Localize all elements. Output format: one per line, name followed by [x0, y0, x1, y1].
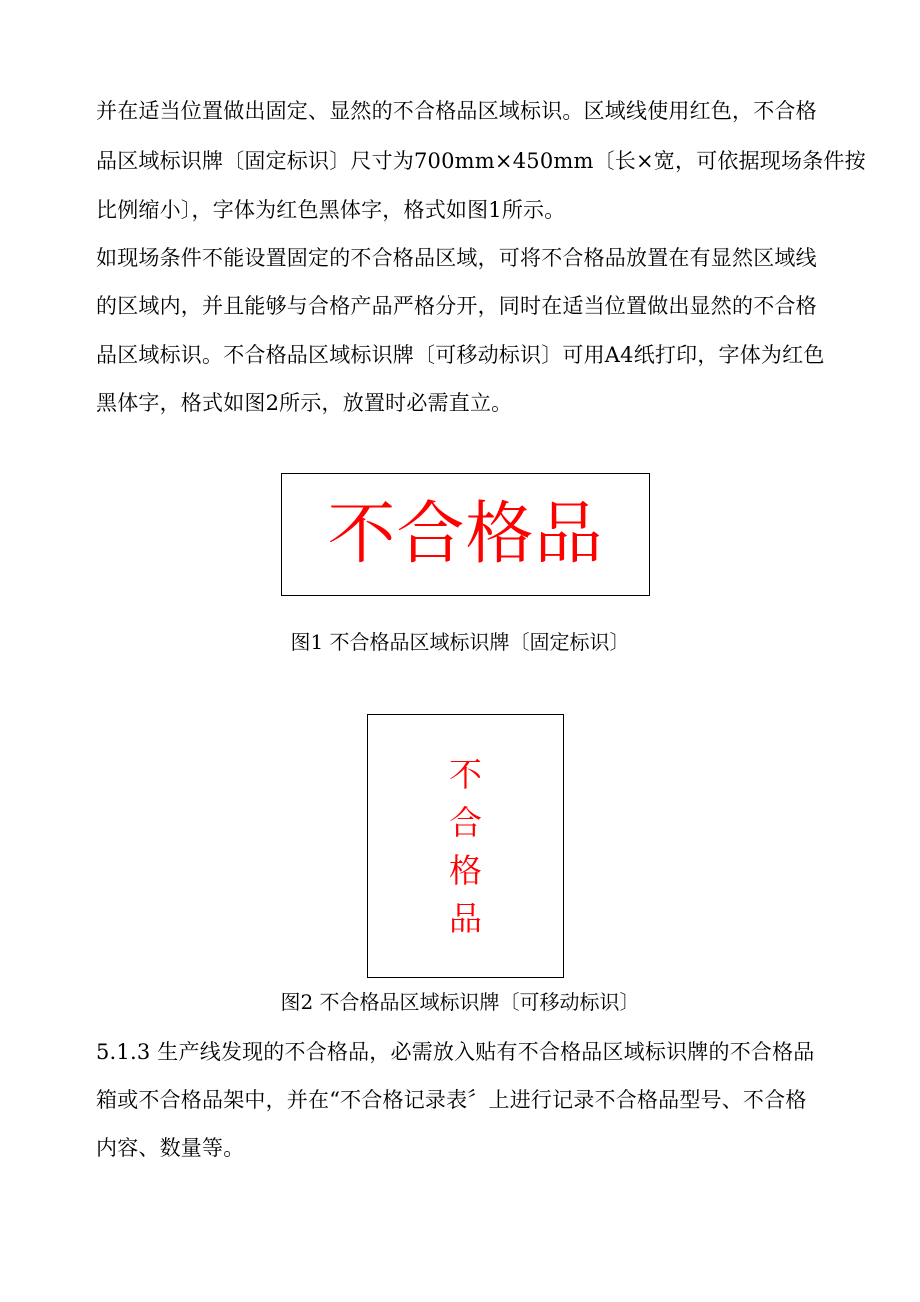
movable-sign-char: 格: [449, 851, 482, 890]
paragraph-line: 内容、数量等。: [96, 1136, 245, 1160]
fixed-sign-text: 不合格品: [327, 494, 604, 574]
paragraph-line: 并在适当位置做出固定、显然的不合格品区域标识。区域线使用红色，不合格: [96, 99, 817, 123]
figure-2-caption: 图2 不合格品区域标识牌〔可移动标识〕: [280, 990, 640, 1014]
movable-sign-char: 品: [449, 899, 482, 938]
paragraph-line: 5.1.3 生产线发现的不合格品，必需放入贴有不合格品区域标识牌的不合格品: [96, 1040, 815, 1064]
movable-sign-figure: [367, 714, 564, 978]
figure-1-caption: 图1 不合格品区域标识牌〔固定标识〕: [290, 630, 630, 654]
paragraph-line: 箱或不合格品架中，并在“不合格记录表〞上进行记录不合格品型号、不合格: [96, 1088, 807, 1112]
paragraph-line: 比例缩小〕，字体为红色黑体字，格式如图1所示。: [96, 198, 566, 222]
paragraph-line: 如现场条件不能设置固定的不合格品区域，可将不合格品放置在有显然区域线: [96, 246, 817, 270]
paragraph-line: 黑体字，格式如图2所示，放置时必需直立。: [96, 391, 513, 415]
movable-sign-char: 不: [449, 755, 482, 794]
fixed-sign-figure: [281, 473, 650, 596]
movable-sign-char: 合: [449, 803, 482, 842]
paragraph-line: 品区域标识牌〔固定标识〕尺寸为700mm×450mm〔长×宽，可依据现场条件按: [96, 149, 866, 173]
paragraph-line: 品区域标识。不合格品区域标识牌〔可移动标识〕可用A4纸打印，字体为红色: [96, 343, 825, 367]
paragraph-line: 的区域内，并且能够与合格产品严格分开，同时在适当位置做出显然的不合格: [96, 294, 817, 318]
